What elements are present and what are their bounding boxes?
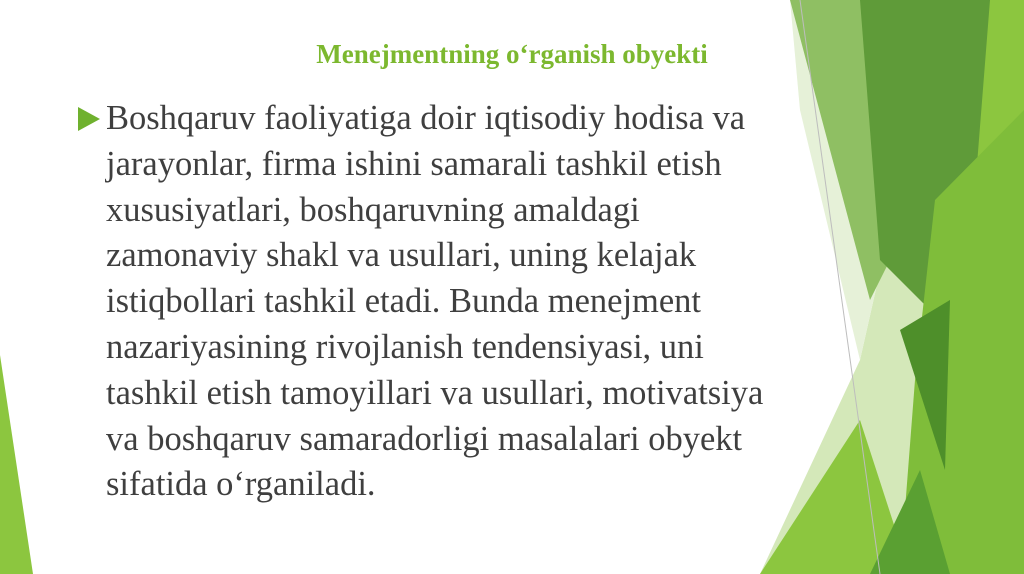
bullet-line: nazariyasining rivojlanish tendensiyasi, uni bbox=[106, 327, 704, 366]
bullet-line: tashkil etish tamoyillari va usullari, motivatsiya bbox=[106, 373, 764, 412]
bullet-list bbox=[76, 96, 936, 508]
triangle-bullet-icon bbox=[78, 107, 100, 131]
bullet-line: xususiyatlari, boshqaruvning amaldagi bbox=[106, 190, 640, 229]
bullet-line: va boshqaruv samaradorligi masalalari obyekt bbox=[106, 419, 743, 458]
bullet-line: istiqbollari tashkil etadi. Bunda menejment bbox=[106, 282, 702, 321]
bullet-line: jarayonlar, firma ishini samarali tashkil etish bbox=[106, 144, 722, 183]
bullet-line: sifatida o‘rganiladi. bbox=[106, 465, 376, 504]
slide-title: Menejmentning o‘rganish obyekti bbox=[316, 39, 708, 69]
decor-shape-left-sliver bbox=[0, 355, 33, 574]
bullet-line: Boshqaruv faoliyatiga doir iqtisodiy hodisa va bbox=[106, 99, 746, 137]
bullet-line: zamonaviy shakl va usullari, uning kelajak bbox=[106, 236, 697, 275]
bullet-item bbox=[76, 96, 936, 508]
